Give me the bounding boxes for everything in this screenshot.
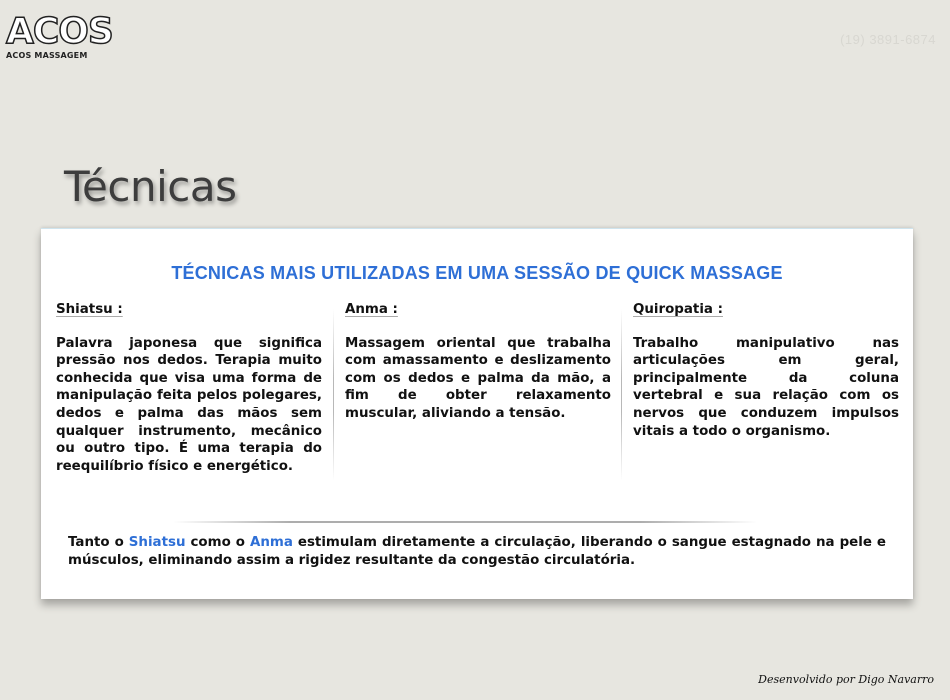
footer-text: Tanto o [68,535,129,550]
techniques-card [41,228,913,599]
section-divider [173,521,757,523]
phone-number: (19) 3891-6874 [840,32,936,47]
logo[interactable] [6,11,113,62]
technique-description: Palavra japonesa que significa pressão nos dedos. Terapia muito conhecida que visa uma forma de manipulação feita pelos polegares, dedos e palma das mãos sem qualquer instrumento, mecânico ou outro tipo. É uma terapia do reequilíbrio físico e energético. [56,335,322,474]
technique-description: Massagem oriental que trabalha com amassamento e deslizamento com os dedos e palma da mão, a fim de obter relaxamento muscular, aliviando a tensão. [345,335,611,421]
footer-note [68,534,886,569]
card-heading: TÉCNICAS MAIS UTILIZADAS EM UMA SESSÃO DE QUICK MASSAGE [171,263,783,283]
column-divider [621,309,622,481]
highlight-anma: Anma [249,535,293,550]
logo-subtitle: ACOS MASSAGEM [6,51,88,60]
technique-quiropatia [633,301,899,440]
footer-text: como o [185,535,250,550]
footer-text: estimulam diretamente a circulação, liberando o sangue estagnado na pele e músculos, eliminando assim a rigidez resultante da congestão circulatória. [68,535,886,568]
highlight-shiatsu: Shiatsu [128,535,186,550]
technique-shiatsu [56,301,322,475]
technique-description: Trabalho manipulativo nas articulações em geral, principalmente da coluna vertebral e sua relação com os nervos que conduzem impulsos vitais a todo o organismo. [633,335,899,439]
technique-title: Anma : [345,302,398,317]
technique-title: Shiatsu : [56,302,123,317]
technique-title: Quiropatia : [633,302,723,317]
developer-credit: Desenvolvido por Digo Navarro [758,673,934,686]
page-title: Técnicas [64,162,237,211]
logo-mark: ACOS [6,11,113,52]
technique-anma [345,301,611,423]
column-divider [333,309,334,481]
